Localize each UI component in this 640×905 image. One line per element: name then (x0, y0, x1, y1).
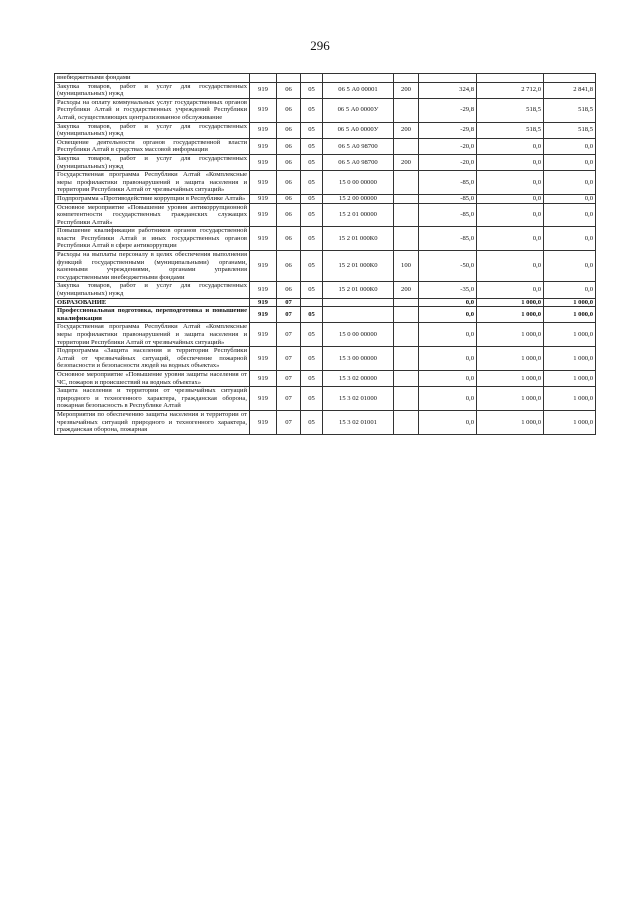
table-row (55, 82, 596, 98)
section-code-cell (277, 74, 301, 83)
amount-year2-cell: 1 000,0 (477, 307, 544, 323)
row-name-cell: внебюджетными фондами (55, 74, 250, 83)
amount-year2-cell: 0,0 (477, 282, 544, 298)
admin-code-cell: 919 (250, 171, 277, 195)
amount-year3-cell: 1 000,0 (544, 323, 596, 347)
target-article-cell (323, 307, 394, 323)
amount-change-cell: -20,0 (419, 154, 477, 170)
subsection-code-cell: 05 (301, 138, 323, 154)
admin-code-cell: 919 (250, 410, 277, 434)
amount-year2-cell: 0,0 (477, 203, 544, 227)
admin-code-cell: 919 (250, 194, 277, 203)
section-code-cell: 07 (277, 410, 301, 434)
target-article-cell: 06 5 А0 98700 (323, 138, 394, 154)
admin-code-cell: 919 (250, 370, 277, 386)
admin-code-cell: 919 (250, 347, 277, 371)
expense-type-cell (394, 410, 419, 434)
expense-type-cell (394, 387, 419, 411)
row-name-cell: Государственная программа Республики Алтай «Комплексные меры профилактики правонарушений и защита населения и территории Республики Алтай от чрезвычайных ситуаций» (55, 171, 250, 195)
section-code-cell: 07 (277, 347, 301, 371)
amount-year2-cell: 0,0 (477, 171, 544, 195)
expense-type-cell (394, 138, 419, 154)
table-row (55, 370, 596, 386)
budget-table (54, 73, 596, 435)
amount-year2-cell: 0,0 (477, 138, 544, 154)
subsection-code-cell: 05 (301, 387, 323, 411)
table-row (55, 410, 596, 434)
row-name-cell: Закупка товаров, работ и услуг для государственных (муниципальных) нужд (55, 122, 250, 138)
subsection-code-cell: 05 (301, 370, 323, 386)
expense-type-cell (394, 323, 419, 347)
row-name-cell: Основное мероприятие «Повышение уровня защиты населения от ЧС, пожаров и происшествий на водных объектах» (55, 370, 250, 386)
table-row (55, 74, 596, 83)
amount-change-cell: 0,0 (419, 323, 477, 347)
amount-year2-cell: 0,0 (477, 227, 544, 251)
section-code-cell: 07 (277, 298, 301, 307)
amount-year2-cell: 1 000,0 (477, 370, 544, 386)
table-row (55, 154, 596, 170)
amount-year2-cell: 0,0 (477, 194, 544, 203)
table-row (55, 171, 596, 195)
amount-change-cell: 0,0 (419, 347, 477, 371)
row-name-cell: Защита населения и территории от чрезвычайных ситуаций природного и техногенного характера, гражданская оборона, пожарная безопасность в Республике Алтай (55, 387, 250, 411)
expense-type-cell (394, 194, 419, 203)
amount-year3-cell: 1 000,0 (544, 347, 596, 371)
admin-code-cell: 919 (250, 227, 277, 251)
subsection-code-cell: 05 (301, 171, 323, 195)
amount-year3-cell: 1 000,0 (544, 410, 596, 434)
amount-year3-cell: 0,0 (544, 227, 596, 251)
amount-change-cell: 0,0 (419, 387, 477, 411)
amount-change-cell: -20,0 (419, 138, 477, 154)
row-name-cell: Закупка товаров, работ и услуг для государственных (муниципальных) нужд (55, 154, 250, 170)
amount-year3-cell: 1 000,0 (544, 307, 596, 323)
target-article-cell: 15 0 00 00000 (323, 171, 394, 195)
amount-change-cell: 324,8 (419, 82, 477, 98)
subsection-code-cell (301, 298, 323, 307)
subsection-code-cell: 05 (301, 410, 323, 434)
section-code-cell: 06 (277, 227, 301, 251)
row-name-cell: Расходы на оплату коммунальных услуг государственных органов Республики Алтай и государственных учреждений Республики Алтай, осуществляющих централизованное обслуживание (55, 98, 250, 122)
amount-year2-cell: 0,0 (477, 251, 544, 282)
expense-type-cell (394, 227, 419, 251)
target-article-cell (323, 74, 394, 83)
expense-type-cell: 200 (394, 122, 419, 138)
expense-type-cell: 100 (394, 251, 419, 282)
table-row (55, 227, 596, 251)
target-article-cell: 15 2 00 00000 (323, 194, 394, 203)
page-number: 296 (310, 38, 330, 53)
subsection-code-cell: 05 (301, 251, 323, 282)
table-row (55, 251, 596, 282)
table-row (55, 203, 596, 227)
amount-year3-cell: 0,0 (544, 171, 596, 195)
expense-type-cell (394, 298, 419, 307)
amount-year2-cell: 2 712,0 (477, 82, 544, 98)
amount-change-cell: 0,0 (419, 307, 477, 323)
amount-change-cell: -85,0 (419, 227, 477, 251)
expense-type-cell (394, 74, 419, 83)
amount-year3-cell: 0,0 (544, 138, 596, 154)
table-row (55, 138, 596, 154)
table-row (55, 307, 596, 323)
subsection-code-cell: 05 (301, 203, 323, 227)
amount-change-cell: -50,0 (419, 251, 477, 282)
target-article-cell: 06 5 А0 98700 (323, 154, 394, 170)
row-name-cell: Основное мероприятие «Повышение уровня антикоррупционной компетентности государственных гражданских служащих Республики Алтай» (55, 203, 250, 227)
table-row (55, 122, 596, 138)
row-name-cell: Подпрограмма «Противодействие коррупции в Республике Алтай» (55, 194, 250, 203)
expense-type-cell (394, 370, 419, 386)
amount-year2-cell: 518,5 (477, 122, 544, 138)
row-name-cell: Закупка товаров, работ и услуг для государственных (муниципальных) нужд (55, 82, 250, 98)
admin-code-cell: 919 (250, 251, 277, 282)
subsection-code-cell: 05 (301, 154, 323, 170)
target-article-cell: 15 3 02 00000 (323, 370, 394, 386)
section-code-cell: 06 (277, 122, 301, 138)
target-article-cell: 06 5 А0 0000У (323, 122, 394, 138)
table-row (55, 98, 596, 122)
subsection-code-cell: 05 (301, 82, 323, 98)
amount-year2-cell (477, 74, 544, 83)
subsection-code-cell: 05 (301, 282, 323, 298)
admin-code-cell: 919 (250, 307, 277, 323)
section-code-cell: 07 (277, 370, 301, 386)
section-code-cell: 06 (277, 171, 301, 195)
table-row (55, 387, 596, 411)
subsection-code-cell: 05 (301, 98, 323, 122)
section-code-cell: 06 (277, 194, 301, 203)
target-article-cell: 06 5 А0 0000У (323, 98, 394, 122)
target-article-cell: 15 2 01 000К0 (323, 251, 394, 282)
target-article-cell: 15 0 00 00000 (323, 323, 394, 347)
row-name-cell: ОБРАЗОВАНИЕ (55, 298, 250, 307)
expense-type-cell: 200 (394, 154, 419, 170)
section-code-cell: 06 (277, 251, 301, 282)
amount-year2-cell: 0,0 (477, 154, 544, 170)
row-name-cell: Расходы на выплаты персоналу в целях обеспечения выполнения функций государственными (муниципальными) органами, казенными учреждениями, органами управления государственными внебюджетными фондами (55, 251, 250, 282)
target-article-cell: 15 3 00 00000 (323, 347, 394, 371)
target-article-cell (323, 298, 394, 307)
subsection-code-cell: 05 (301, 323, 323, 347)
amount-change-cell: -29,8 (419, 98, 477, 122)
section-code-cell: 06 (277, 203, 301, 227)
amount-year2-cell: 1 000,0 (477, 387, 544, 411)
amount-year2-cell: 1 000,0 (477, 410, 544, 434)
amount-year3-cell: 0,0 (544, 282, 596, 298)
amount-year3-cell: 1 000,0 (544, 298, 596, 307)
amount-change-cell: -85,0 (419, 194, 477, 203)
section-code-cell: 07 (277, 307, 301, 323)
row-name-cell: Подпрограмма «Защита населения и территории Республики Алтай от чрезвычайных ситуаций, обеспечение пожарной безопасности и безопасности людей на водных объектах» (55, 347, 250, 371)
target-article-cell: 15 3 02 01000 (323, 387, 394, 411)
admin-code-cell: 919 (250, 122, 277, 138)
section-code-cell: 06 (277, 82, 301, 98)
subsection-code-cell: 05 (301, 227, 323, 251)
row-name-cell: Мероприятия по обеспечению защиты населения и территории от чрезвычайных ситуаций природного и техногенного характера, гражданская оборона, пожарная (55, 410, 250, 434)
expense-type-cell (394, 347, 419, 371)
admin-code-cell: 919 (250, 323, 277, 347)
amount-year3-cell: 0,0 (544, 154, 596, 170)
expense-type-cell (394, 203, 419, 227)
table-row (55, 323, 596, 347)
table-row (55, 347, 596, 371)
amount-year3-cell: 0,0 (544, 203, 596, 227)
admin-code-cell (250, 74, 277, 83)
expense-type-cell (394, 98, 419, 122)
admin-code-cell: 919 (250, 203, 277, 227)
section-code-cell: 07 (277, 323, 301, 347)
row-name-cell: Профессиональная подготовка, переподготовка и повышение квалификации (55, 307, 250, 323)
admin-code-cell: 919 (250, 82, 277, 98)
amount-change-cell: -29,8 (419, 122, 477, 138)
section-code-cell: 06 (277, 282, 301, 298)
amount-year3-cell: 1 000,0 (544, 387, 596, 411)
target-article-cell: 06 5 А0 00001 (323, 82, 394, 98)
expense-type-cell: 200 (394, 82, 419, 98)
subsection-code-cell: 05 (301, 307, 323, 323)
amount-year3-cell: 518,5 (544, 122, 596, 138)
expense-type-cell (394, 307, 419, 323)
amount-year2-cell: 1 000,0 (477, 347, 544, 371)
row-name-cell: Закупка товаров, работ и услуг для государственных (муниципальных) нужд (55, 282, 250, 298)
admin-code-cell: 919 (250, 282, 277, 298)
amount-change-cell: 0,0 (419, 298, 477, 307)
section-code-cell: 06 (277, 138, 301, 154)
amount-change-cell (419, 74, 477, 83)
amount-change-cell: 0,0 (419, 410, 477, 434)
target-article-cell: 15 2 01 00000 (323, 203, 394, 227)
admin-code-cell: 919 (250, 98, 277, 122)
amount-year3-cell: 2 841,8 (544, 82, 596, 98)
amount-year2-cell: 1 000,0 (477, 298, 544, 307)
row-name-cell: Освещение деятельности органов государственной власти Республики Алтай в средствах массовой информации (55, 138, 250, 154)
amount-year3-cell: 1 000,0 (544, 370, 596, 386)
section-code-cell: 06 (277, 98, 301, 122)
amount-year3-cell: 518,5 (544, 98, 596, 122)
section-code-cell: 07 (277, 387, 301, 411)
admin-code-cell: 919 (250, 387, 277, 411)
table-row (55, 298, 596, 307)
amount-year3-cell (544, 74, 596, 83)
amount-change-cell: 0,0 (419, 370, 477, 386)
subsection-code-cell (301, 74, 323, 83)
amount-year2-cell: 1 000,0 (477, 323, 544, 347)
amount-change-cell: -85,0 (419, 203, 477, 227)
target-article-cell: 15 2 01 000К0 (323, 282, 394, 298)
target-article-cell: 15 3 02 01001 (323, 410, 394, 434)
expense-type-cell (394, 171, 419, 195)
row-name-cell: Государственная программа Республики Алтай «Комплексные меры профилактики правонарушений и защита населения и территории Республики Алтай от чрезвычайных ситуаций» (55, 323, 250, 347)
amount-change-cell: -35,0 (419, 282, 477, 298)
admin-code-cell: 919 (250, 138, 277, 154)
amount-year3-cell: 0,0 (544, 251, 596, 282)
amount-change-cell: -85,0 (419, 171, 477, 195)
amount-year2-cell: 518,5 (477, 98, 544, 122)
target-article-cell: 15 2 01 000К0 (323, 227, 394, 251)
table-row (55, 194, 596, 203)
expense-type-cell: 200 (394, 282, 419, 298)
subsection-code-cell: 05 (301, 122, 323, 138)
subsection-code-cell: 05 (301, 194, 323, 203)
amount-year3-cell: 0,0 (544, 194, 596, 203)
row-name-cell: Повышение квалификации работников органов государственной власти Республики Алтай и иных государственных органов Республики Алтай в сфере антикоррупции (55, 227, 250, 251)
admin-code-cell: 919 (250, 298, 277, 307)
subsection-code-cell: 05 (301, 347, 323, 371)
admin-code-cell: 919 (250, 154, 277, 170)
section-code-cell: 06 (277, 154, 301, 170)
table-row (55, 282, 596, 298)
